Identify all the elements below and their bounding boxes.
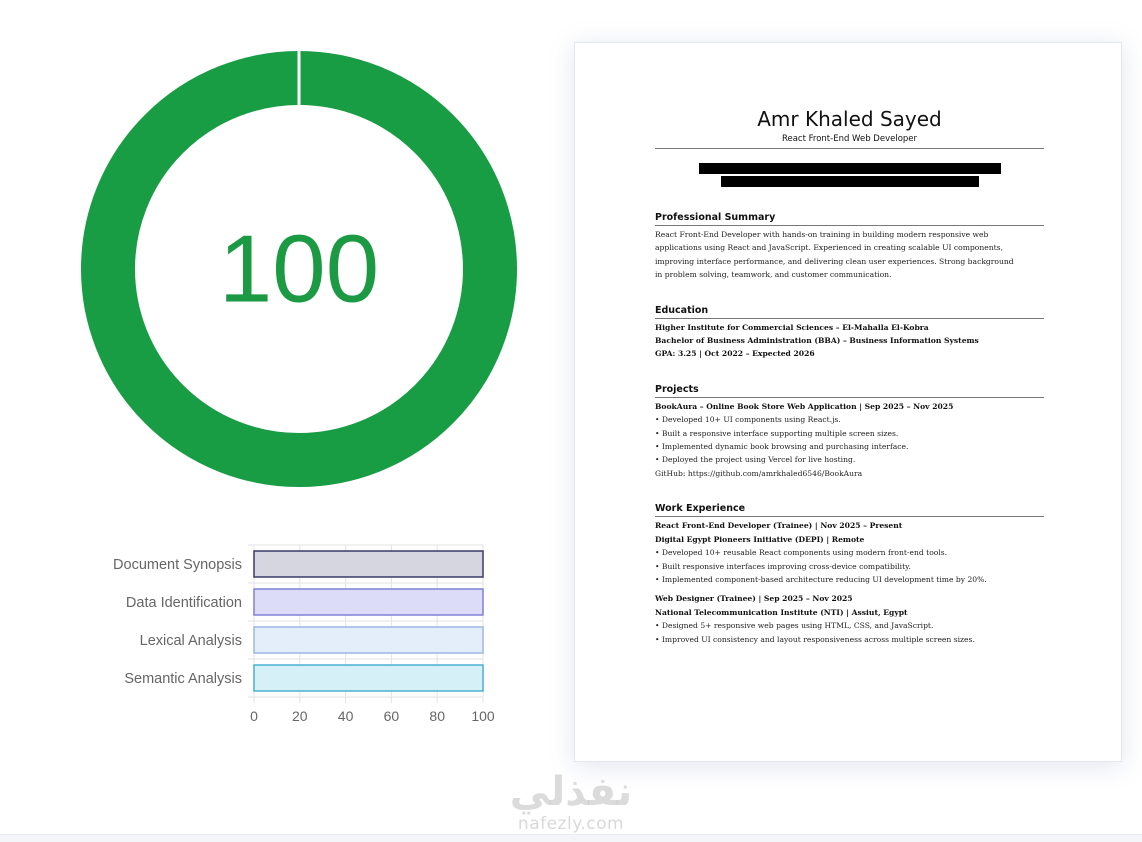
x-tick-label: 100 [471,708,495,724]
score-donut-chart [72,42,526,496]
education-institution: Higher Institute for Commercial Sciences – El-Mahalla El-Kobra [655,322,929,332]
summary-line: applications using React and JavaScript. Experienced in creating scalable UI components, [655,243,1003,253]
bottom-edge [0,834,1142,842]
category-label: Data Identification [125,595,242,611]
nafezly-watermark [500,770,642,834]
analysis-bar-chart [100,535,520,735]
analysis-bar-chart-svg [100,535,520,735]
bar-semantic-analysis [254,665,483,691]
x-tick-label: 0 [250,708,258,724]
job-title: React Front-End Developer (Trainee) | Nov 2025 – Present [655,521,903,531]
category-label: Lexical Analysis [139,633,242,649]
resume-name: Amr Khaled Sayed [757,107,942,131]
job-bullet: • Built responsive interfaces improving cross-device compatibility. [655,561,911,571]
x-tick-label: 20 [292,708,308,724]
category-label: Semantic Analysis [124,671,242,687]
experience-title: Work Experience [655,502,1044,517]
education-section [655,304,1044,361]
project-github-link: GitHub: https://github.com/amrkhaled6546/BookAura [655,468,863,478]
job-bullet: • Designed 5+ responsive web pages using HTML, CSS, and JavaScript. [655,621,934,631]
summary-title: Professional Summary [655,211,1044,226]
project-heading: BookAura – Online Book Store Web Application | Sep 2025 – Nov 2025 [655,401,954,411]
project-bullet: • Developed 10+ UI components using React.js. [655,415,841,425]
job-organization: National Telecommunication Institute (NTI) | Assiut, Egypt [655,607,908,617]
job-bullet: • Improved UI consistency and layout responsiveness across multiple screen sizes. [655,634,975,644]
summary-line: React Front-End Developer with hands-on training in building modern responsive web [655,230,989,239]
job-title: Web Designer (Trainee) | Sep 2025 – Nov 2025 [655,594,853,604]
x-tick-label: 60 [383,708,400,724]
education-degree: Bachelor of Business Administration (BBA) – Business Information Systems [655,336,979,346]
x-tick-label: 40 [337,708,354,724]
score-value: 100 [218,215,380,323]
category-label: Document Synopsis [113,557,242,573]
resume-preview[interactable] [574,42,1122,762]
job-bullet: • Implemented component-based architecture reducing UI development time by 20%. [655,574,987,584]
watermark-latin-text: nafezly.com [517,814,625,834]
watermark-arabic-text: نفذلي [509,769,633,815]
project-bullet: • Deployed the project using Vercel for live hosting. [655,455,856,465]
summary-section [655,211,1044,282]
job-organization: Digital Egypt Pioneers Initiative (DEPI) | Remote [655,534,865,544]
resume-role: React Front-End Web Developer [655,133,1044,149]
project-bullet: • Built a responsive interface supporting multiple screen sizes. [655,428,899,438]
projects-title: Projects [655,383,1044,398]
resume-content [655,107,1044,646]
projects-section [655,383,1044,480]
bar-data-identification [254,589,483,615]
education-title: Education [655,304,1044,319]
summary-line: in problem solving, teamwork, and customer communication. [655,270,892,280]
project-bullet: • Implemented dynamic book browsing and purchasing interface. [655,442,909,452]
x-tick-label: 80 [429,708,445,724]
score-donut-svg [72,42,526,496]
redacted-contact-line-1 [699,163,1001,174]
education-gpa: GPA: 3.25 | Oct 2022 – Expected 2026 [655,349,815,359]
summary-line: improving interface performance, and delivering clean user experiences. Strong background [655,256,1014,266]
experience-section [655,502,1044,646]
job-bullet: • Developed 10+ reusable React components using modern front-end tools. [655,548,948,558]
redacted-contact-line-2 [721,176,979,187]
bar-lexical-analysis [254,627,483,653]
bar-document-synopsis [254,551,483,577]
